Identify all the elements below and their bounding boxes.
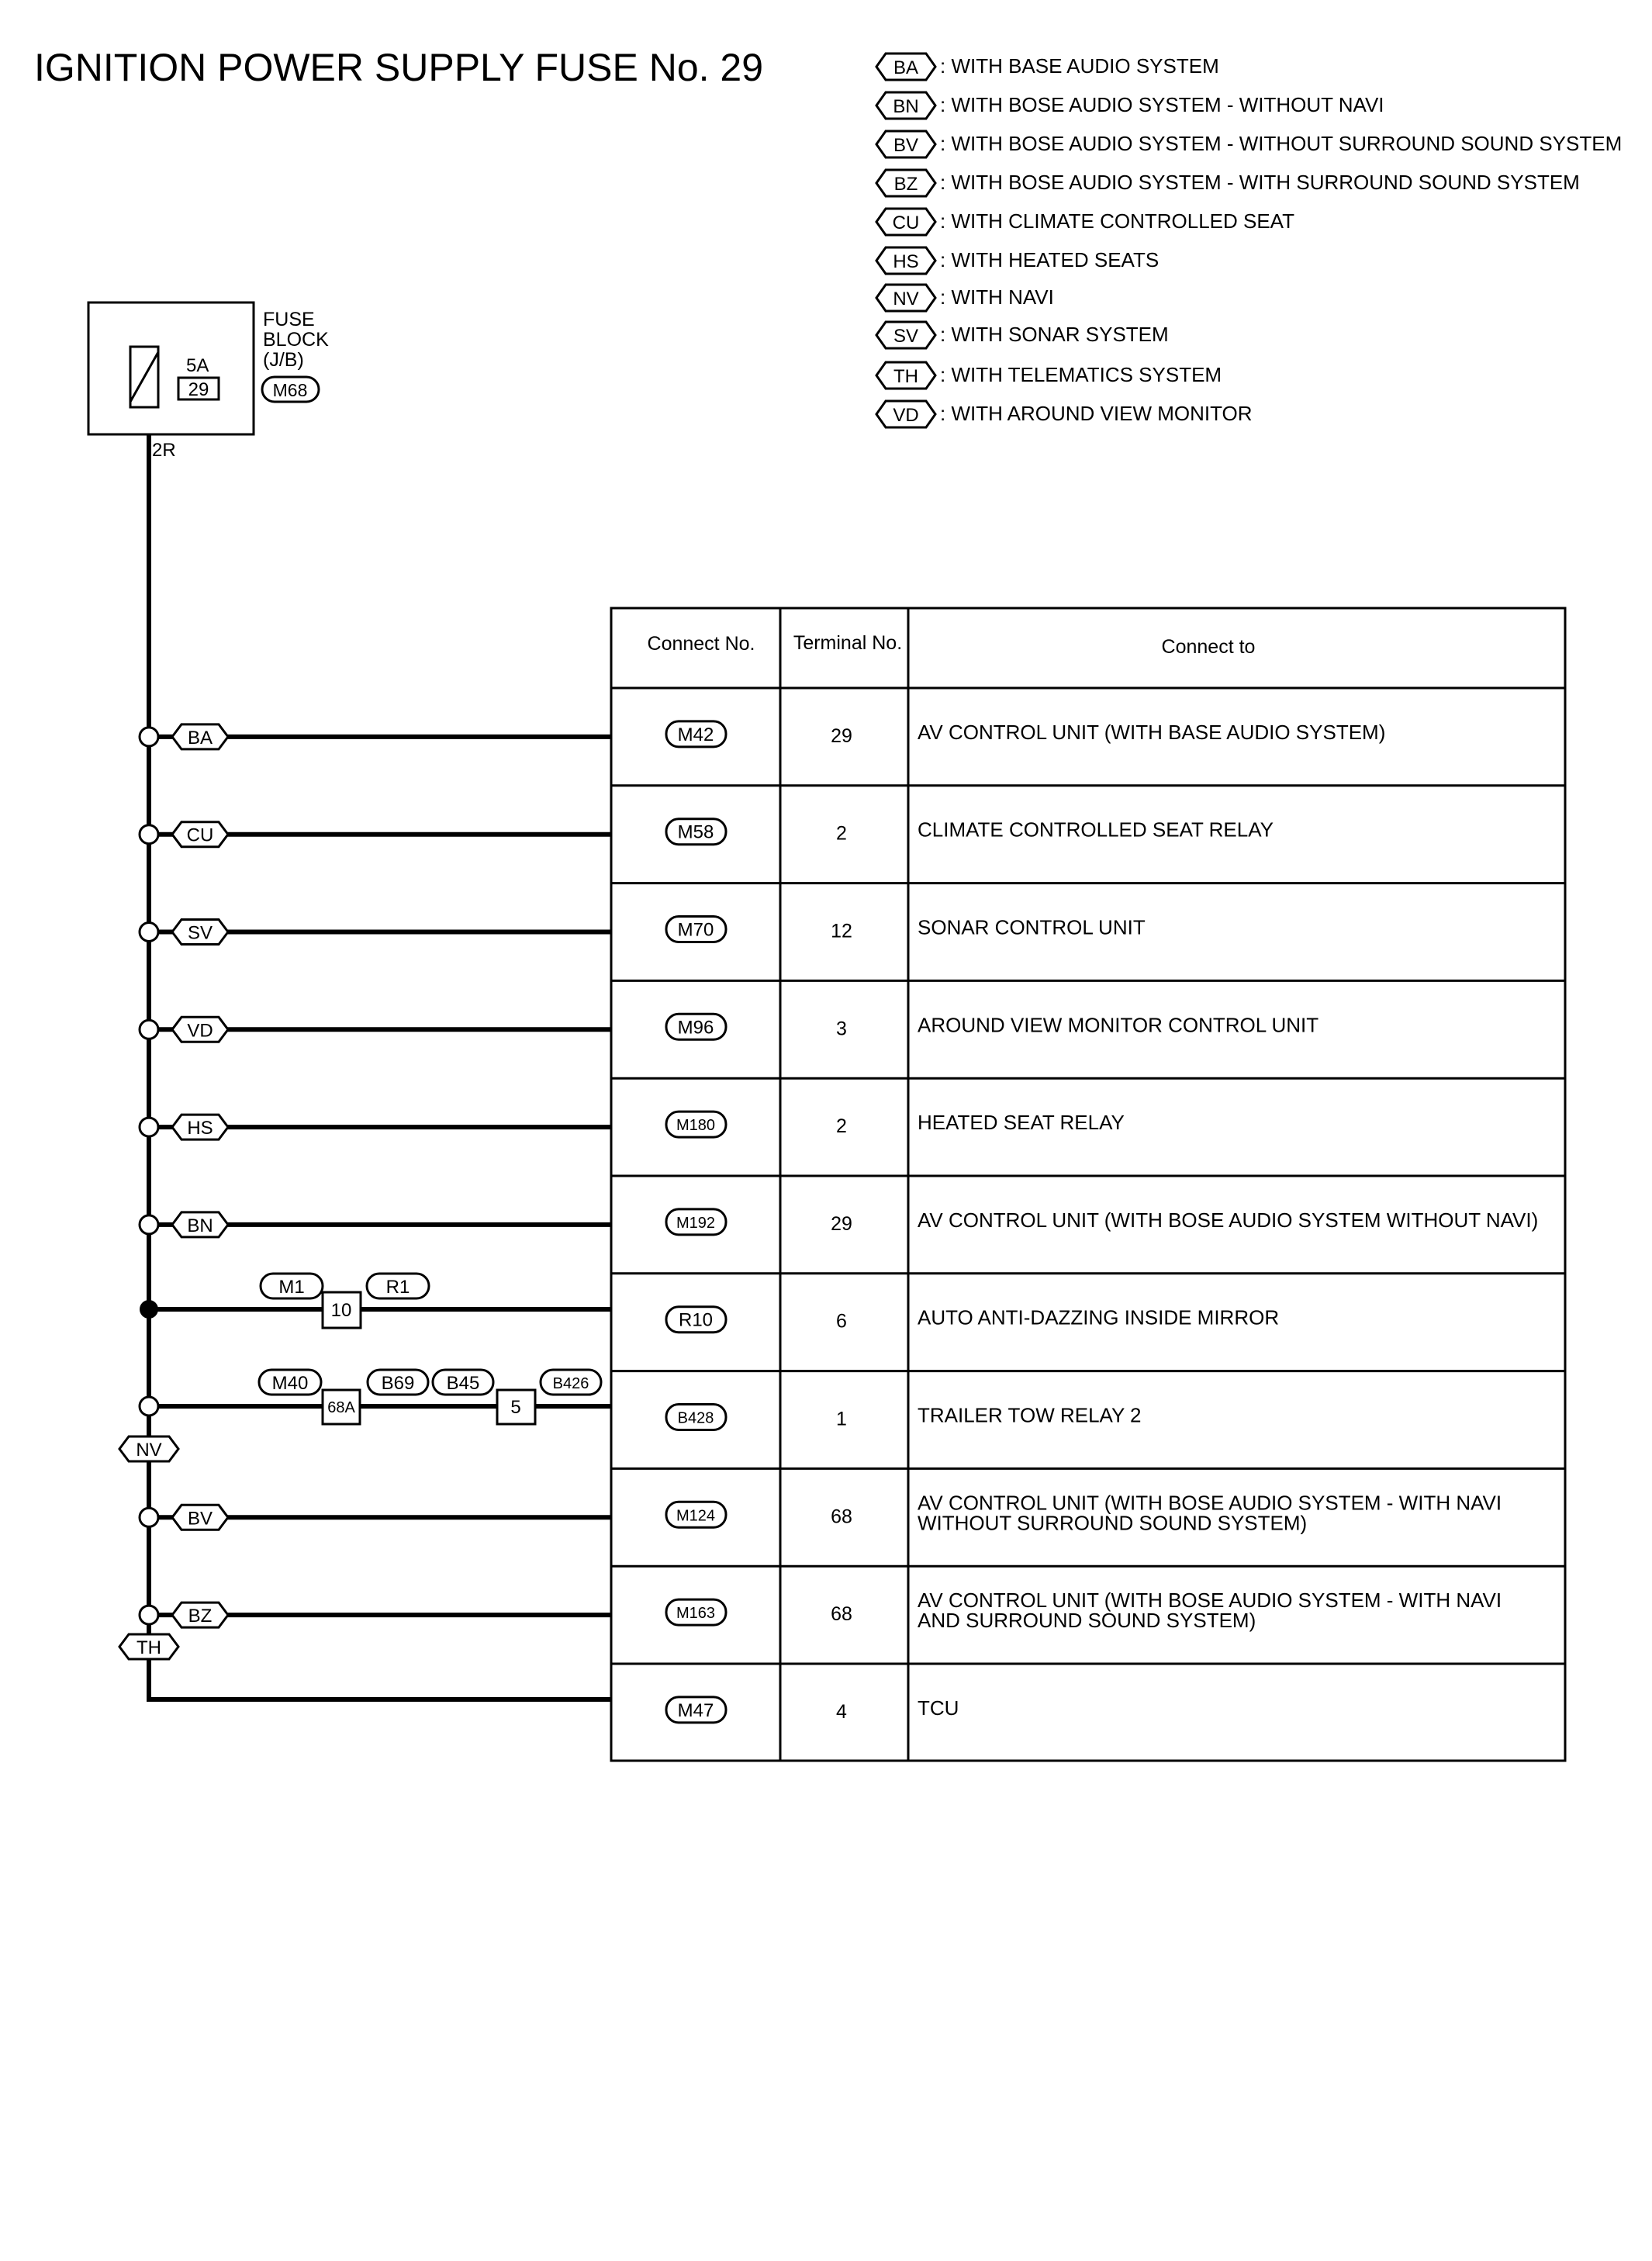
option-node xyxy=(140,825,158,844)
svg-text:BZ: BZ xyxy=(188,1606,213,1627)
svg-text:BV: BV xyxy=(187,1508,213,1530)
option-node xyxy=(140,1508,158,1526)
svg-text:M70: M70 xyxy=(677,919,714,941)
row-terminal: 68 xyxy=(831,1603,852,1626)
option-node xyxy=(140,1215,158,1234)
row-connect-to: TRAILER TOW RELAY 2 xyxy=(918,1403,1142,1427)
legend-tag-nv xyxy=(876,285,935,311)
branch-tag-bz xyxy=(172,1602,228,1627)
row-connect-to: AV CONTROL UNIT (WITH BASE AUDIO SYSTEM) xyxy=(918,720,1386,744)
fuse-terminal: 2R xyxy=(152,440,176,461)
svg-text:M42: M42 xyxy=(677,724,714,745)
svg-text:NV: NV xyxy=(136,1440,162,1461)
svg-text:BN: BN xyxy=(893,96,919,117)
fuse-block-label-1: FUSE xyxy=(263,309,315,330)
svg-text:R10: R10 xyxy=(678,1309,714,1331)
option-node xyxy=(140,1606,158,1624)
svg-text:M47: M47 xyxy=(677,1699,714,1721)
legend-tag-sv xyxy=(876,322,935,348)
row-terminal: 3 xyxy=(836,1018,847,1040)
branch-tag-bv xyxy=(172,1505,228,1530)
legend-text: : WITH CLIMATE CONTROLLED SEAT xyxy=(940,209,1294,233)
legend-tag-ba xyxy=(876,54,935,80)
svg-text:TH: TH xyxy=(137,1637,161,1658)
mirror-terminal: 10 xyxy=(330,1300,352,1321)
row-terminal: 1 xyxy=(836,1408,847,1430)
row-terminal: 6 xyxy=(836,1310,847,1333)
fuse-block-connector: M68 xyxy=(272,380,308,400)
legend-tag-bz xyxy=(876,170,935,196)
svg-text:CU: CU xyxy=(186,825,214,846)
trailer-connector-2: B69 xyxy=(381,1373,415,1394)
row-connect-to: TCU xyxy=(918,1696,959,1720)
trunk-tag-th xyxy=(119,1634,178,1659)
legend-text: : WITH BOSE AUDIO SYSTEM - WITHOUT NAVI xyxy=(940,93,1384,116)
row-connect-to: CLIMATE CONTROLLED SEAT RELAY xyxy=(918,818,1274,842)
svg-text:TH: TH xyxy=(893,366,918,387)
svg-text:BV: BV xyxy=(893,135,919,156)
legend-text: : WITH NAVI xyxy=(940,285,1054,309)
row-connect-to: HEATED SEAT RELAY xyxy=(918,1111,1125,1135)
fuse-block-label-3: (J/B) xyxy=(263,349,304,371)
fuse-block xyxy=(88,303,329,461)
trailer-terminal-1: 68A xyxy=(327,1399,355,1416)
svg-text:VD: VD xyxy=(893,405,919,426)
legend-text: : WITH SONAR SYSTEM xyxy=(940,323,1169,346)
row-connector xyxy=(666,721,726,747)
trailer-connector-3: B45 xyxy=(446,1373,480,1394)
row-connect-to: SONAR CONTROL UNIT xyxy=(918,915,1146,939)
header-connect-no: Connect No. xyxy=(647,633,755,655)
svg-text:BZ: BZ xyxy=(893,174,918,195)
option-node xyxy=(140,1397,158,1416)
legend-text: : WITH HEATED SEATS xyxy=(940,248,1160,271)
row-terminal: 4 xyxy=(836,1700,847,1723)
svg-text:M180: M180 xyxy=(676,1117,716,1135)
row-terminal: 68 xyxy=(831,1506,852,1528)
option-node xyxy=(140,1118,158,1136)
option-legend xyxy=(876,54,1622,427)
row-connect-to: AV CONTROL UNIT (WITH BOSE AUDIO SYSTEM WITHOUT NAVI) xyxy=(918,1208,1539,1232)
mirror-connector-left: M1 xyxy=(278,1277,305,1298)
svg-text:B428: B428 xyxy=(677,1409,714,1427)
row-connect-to: AV CONTROL UNIT (WITH BOSE AUDIO SYSTEM - WITH NAVI xyxy=(918,1589,1502,1613)
connection-table xyxy=(611,608,1565,1761)
trailer-route xyxy=(140,1370,611,1424)
legend-text: : WITH BOSE AUDIO SYSTEM - WITHOUT SURROUND SOUND SYSTEM xyxy=(940,132,1623,155)
legend-text: : WITH BOSE AUDIO SYSTEM - WITH SURROUND SOUND SYSTEM xyxy=(940,171,1580,194)
legend-text: : WITH BASE AUDIO SYSTEM xyxy=(940,54,1219,78)
svg-text:BN: BN xyxy=(187,1215,213,1236)
fuse-block-label-2: BLOCK xyxy=(263,329,329,351)
svg-text:VD: VD xyxy=(187,1020,213,1042)
row-terminal: 2 xyxy=(836,1115,847,1138)
row-connect-to: AV CONTROL UNIT (WITH BOSE AUDIO SYSTEM - WITH NAVI xyxy=(918,1491,1502,1515)
row-connector xyxy=(666,1209,726,1235)
legend-tag-th xyxy=(876,362,935,389)
row-connector xyxy=(666,1502,726,1527)
row-connect-to: WITHOUT SURROUND SOUND SYSTEM) xyxy=(918,1511,1308,1535)
svg-text:M58: M58 xyxy=(677,821,714,843)
option-node xyxy=(140,728,158,746)
branch-tag-vd xyxy=(172,1017,228,1042)
table-rows xyxy=(611,688,1565,1723)
svg-text:HS: HS xyxy=(893,251,919,272)
row-connector xyxy=(666,1014,726,1039)
legend-text: : WITH TELEMATICS SYSTEM xyxy=(940,363,1222,386)
row-connector xyxy=(666,1307,726,1333)
svg-text:SV: SV xyxy=(187,922,213,944)
trailer-terminal-2: 5 xyxy=(510,1397,521,1418)
branch-tag-cu xyxy=(172,822,228,847)
fuse-amperage: 5A xyxy=(186,355,209,376)
diagram-title: IGNITION POWER SUPPLY FUSE No. 29 xyxy=(34,46,764,89)
svg-text:M163: M163 xyxy=(676,1605,716,1623)
mirror-connector-right: R1 xyxy=(385,1277,410,1298)
svg-text:HS: HS xyxy=(187,1118,213,1139)
row-connect-to: AND SURROUND SOUND SYSTEM) xyxy=(918,1609,1256,1633)
svg-text:SV: SV xyxy=(893,326,919,347)
branch-tag-hs xyxy=(172,1115,228,1139)
row-connector xyxy=(666,1111,726,1137)
trailer-connector-1: M40 xyxy=(271,1373,309,1394)
row-connector xyxy=(666,1697,726,1723)
row-connector xyxy=(666,1405,726,1430)
svg-text:NV: NV xyxy=(893,289,919,309)
svg-text:CU: CU xyxy=(892,213,920,233)
branch-tag-ba xyxy=(172,724,228,749)
legend-tag-bv xyxy=(876,131,935,157)
legend-tag-cu xyxy=(876,209,935,235)
row-terminal: 12 xyxy=(831,920,852,942)
row-connector xyxy=(666,917,726,942)
branch-tag-sv xyxy=(172,920,228,945)
legend-tag-bn xyxy=(876,92,935,119)
branch-tag-bn xyxy=(172,1212,228,1237)
legend-tag-hs xyxy=(876,247,935,274)
mirror-route xyxy=(140,1274,611,1328)
row-terminal: 2 xyxy=(836,822,847,845)
row-connect-to: AROUND VIEW MONITOR CONTROL UNIT xyxy=(918,1013,1319,1037)
legend-text: : WITH AROUND VIEW MONITOR xyxy=(940,402,1253,425)
splice-dot xyxy=(140,1300,158,1319)
row-terminal: 29 xyxy=(831,724,852,747)
legend-tag-vd xyxy=(876,401,935,427)
svg-text:M96: M96 xyxy=(677,1017,714,1039)
row-connect-to: AUTO ANTI-DAZZING INSIDE MIRROR xyxy=(918,1305,1280,1329)
option-node xyxy=(140,923,158,942)
svg-text:M124: M124 xyxy=(676,1507,716,1525)
row-connector xyxy=(666,819,726,845)
svg-text:M192: M192 xyxy=(676,1214,716,1232)
option-node xyxy=(140,1020,158,1039)
branch-wires xyxy=(140,724,611,1627)
header-connect-to: Connect to xyxy=(1161,636,1256,658)
row-terminal: 29 xyxy=(831,1212,852,1235)
trailer-connector-4: B426 xyxy=(552,1375,589,1392)
svg-text:BA: BA xyxy=(893,57,919,78)
row-connector xyxy=(666,1599,726,1625)
trunk-tag-nv xyxy=(119,1436,178,1461)
fuse-number: 29 xyxy=(188,379,209,400)
svg-text:BA: BA xyxy=(187,727,213,748)
header-terminal-no: Terminal No. xyxy=(793,632,903,654)
